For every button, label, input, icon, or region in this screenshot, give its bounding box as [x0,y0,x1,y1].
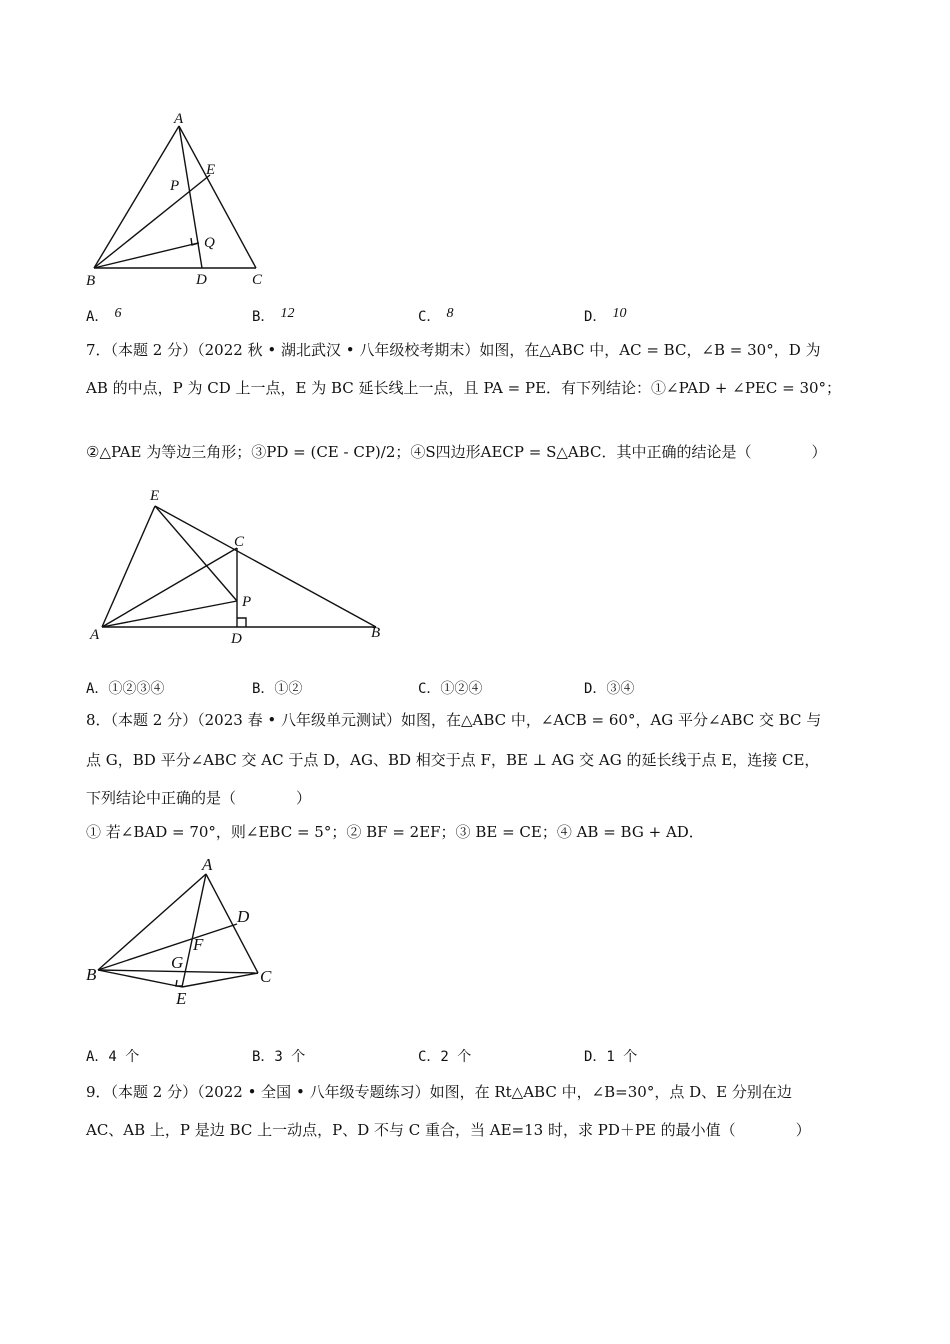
q6-option-a: A． 6 [86,306,122,325]
fig7-label-c: C [234,534,245,550]
q7-line-3: ②△PAE 为等边三角形；③PD = (CE - CP)/2；④S四边形AECP = S△ABC．其中正确的结论是（ ） [86,443,827,461]
q8-line-4: ① 若∠BAD = 70°，则∠EBC = 5°；② BF = 2EF；③ BE = CE；④ AB = BG + AD． [86,823,704,841]
fig6-label-a: A [174,111,184,127]
q6-option-c: C． 8 [418,306,454,325]
fig7-label-a: A [90,627,100,643]
fig8-label-e: E [176,989,187,1008]
q7-option-b: B．①② [252,681,303,697]
figure-q6-triangle [80,108,280,293]
figure-q7-triangle [80,484,400,654]
q8-option-a: A．4 个 [86,1049,140,1065]
fig6-label-d: D [196,272,207,288]
fig7-label-p: P [242,594,252,610]
fig6-label-b: B [86,273,96,289]
q7-option-a: A．①②③④ [86,681,165,697]
fig6-label-e: E [206,162,216,178]
fig8-label-d: D [237,907,250,926]
fig8-label-g: G [171,953,184,972]
fig7-label-b: B [371,625,381,641]
q8-option-d: D．1 个 [584,1049,638,1065]
q7-option-c: C．①②④ [418,681,483,697]
q8-line-3: 下列结论中正确的是（ ） [86,789,312,807]
q7-option-d: D．③④ [584,681,635,697]
q9-line-2: AC、AB 上，P 是边 BC 上一动点，P、D 不与 C 重合，当 AE=13 时，求 PD＋PE 的最小值（ ） [86,1121,811,1139]
q8-option-c: C．2 个 [418,1049,472,1065]
fig6-label-c: C [252,272,263,288]
fig8-label-b: B [86,965,97,984]
q9-line-1: 9．（本题 2 分）（2022 • 全国 • 八年级专题练习）如图，在 Rt△ABC 中，∠B=30°，点 D、E 分别在边 [86,1083,792,1101]
figure-q8-triangle [80,852,290,1012]
fig8-label-a: A [202,855,213,874]
q6-option-b: B． 12 [252,306,295,325]
fig8-label-c: C [260,967,272,986]
fig8-label-f: F [193,935,204,954]
q7-line-1: 7．（本题 2 分）（2022 秋 • 湖北武汉 • 八年级校考期末）如图，在△ABC 中，AC = BC，∠B = 30°，D 为 [86,341,821,359]
q8-option-b: B．3 个 [252,1049,306,1065]
q8-line-2: 点 G，BD 平分∠ABC 交 AC 于点 D，AG、BD 相交于点 F，BE ⊥ AG 交 AG 的延长线于点 E，连接 CE， [86,751,820,769]
q6-option-d: D． 10 [584,306,627,325]
q8-line-1: 8．（本题 2 分）（2023 春 • 八年级单元测试）如图，在△ABC 中，∠ACB = 60°，AG 平分∠ABC 交 BC 与 [86,711,822,729]
fig7-label-e: E [150,488,160,504]
fig6-label-p: P [170,178,180,194]
fig7-label-d: D [231,631,242,647]
q7-line-2: AB 的中点，P 为 CD 上一点，E 为 BC 延长线上一点，且 PA = PE．有下列结论：①∠PAD + ∠PEC = 30°； [86,379,842,397]
fig6-label-q: Q [204,235,215,251]
